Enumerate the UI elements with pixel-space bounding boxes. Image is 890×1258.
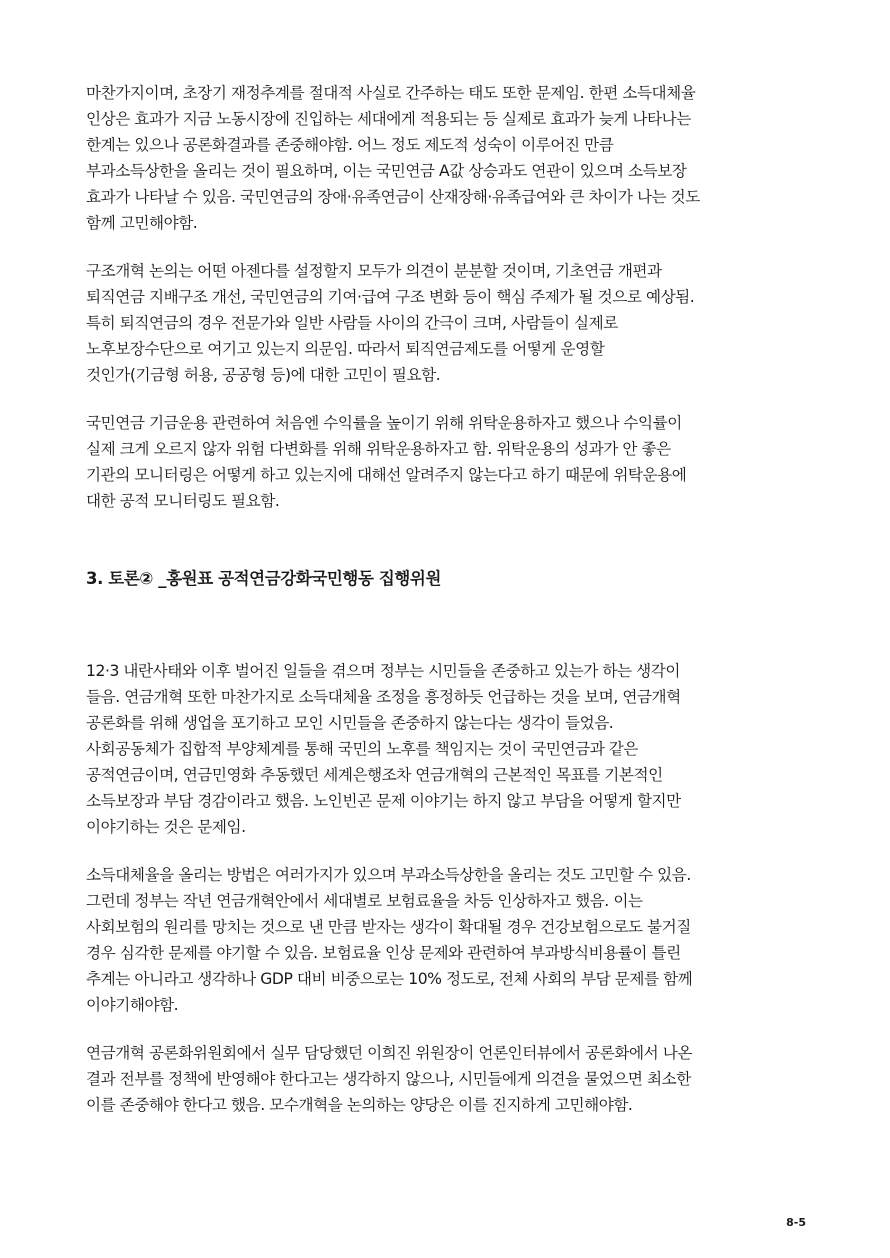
text-line: 경우 심각한 문제를 야기할 수 있음. 보험료율 인상 문제와 관련하여 부과방식비용률이 틀린 bbox=[86, 944, 681, 962]
text-line: 이를 존중해야 한다고 했음. 모수개혁을 논의하는 양당은 이를 진지하게 고민해야함. bbox=[86, 1096, 633, 1114]
text-line: 한계는 있으나 공론화결과를 존중해야함. 어느 정도 제도적 성숙이 이루어진 만큼 bbox=[86, 136, 614, 154]
text-line: 사회보험의 원리를 망치는 것으로 낸 만큼 받자는 생각이 확대될 경우 건강보험으로도 불거질 bbox=[86, 918, 691, 936]
section-heading: 3. 토론② _홍원표 공적연금강화국민행동 집행위원 bbox=[86, 569, 441, 588]
text-line: 노후보장수단으로 여기고 있는지 의문임. 따라서 퇴직연금제도를 어떻게 운영할 bbox=[86, 340, 605, 358]
text-line: 공적연금이며, 연금민영화 추동했던 세계은행조차 연금개혁의 근본적인 목표를 기본적인 bbox=[86, 766, 663, 784]
document-body bbox=[86, 80, 806, 1140]
paragraph bbox=[86, 258, 806, 388]
text-line: 것인가(기금형 허용, 공공형 등)에 대한 고민이 필요함. bbox=[86, 366, 441, 384]
text-line: 결과 전부를 정책에 반영해야 한다고는 생각하지 않으나, 시민들에게 의견을 물었으면 최소한 bbox=[86, 1070, 691, 1088]
text-line: 소득보장과 부담 경감이라고 했음. 노인빈곤 문제 이야기는 하지 않고 부담을 어떻게 할지만 bbox=[86, 792, 681, 810]
text-line: 사회공동체가 집합적 부양체계를 통해 국민의 노후를 책임지는 것이 국민연금과 같은 bbox=[86, 740, 639, 758]
text-line: 대한 공적 모니터링도 필요함. bbox=[86, 492, 280, 510]
text-line: 구조개혁 논의는 어떤 아젠다를 설정할지 모두가 의견이 분분할 것이며, 기초연금 개편과 bbox=[86, 262, 662, 280]
paragraph bbox=[86, 862, 806, 1018]
text-line: 이야기해야함. bbox=[86, 996, 179, 1014]
paragraph bbox=[86, 1040, 806, 1118]
text-line: 함께 고민해야함. bbox=[86, 214, 198, 232]
text-line: 인상은 효과가 지금 노동시장에 진입하는 세대에게 적용되는 등 실제로 효과가 늦게 나타나는 bbox=[86, 110, 691, 128]
text-line: 기관의 모니터링은 어떻게 하고 있는지에 대해선 알려주지 않는다고 하기 때문에 위탁운용에 bbox=[86, 466, 687, 484]
text-line: 12·3 내란사태와 이후 벌어진 일들을 겪으며 정부는 시민들을 존중하고 있는가 하는 생각이 bbox=[86, 662, 680, 680]
paragraph bbox=[86, 658, 806, 840]
text-line: 추계는 아니라고 생각하나 GDP 대비 비중으로는 10% 정도로, 전체 사회의 부담 문제를 함께 bbox=[86, 970, 693, 988]
paragraph bbox=[86, 80, 806, 236]
page-number: 8-5 bbox=[786, 1216, 806, 1229]
text-line: 이야기하는 것은 문제임. bbox=[86, 818, 246, 836]
text-line: 국민연금 기금운용 관련하여 처음엔 수익률을 높이기 위해 위탁운용하자고 했으나 수익률이 bbox=[86, 414, 682, 432]
text-line: 마찬가지이며, 초장기 재정추계를 절대적 사실로 간주하는 태도 또한 문제임. 한편 소득대체율 bbox=[86, 84, 696, 102]
text-line: 특히 퇴직연금의 경우 전문가와 일반 사람들 사이의 간극이 크며, 사람들이 실제로 bbox=[86, 314, 618, 332]
paragraph bbox=[86, 410, 806, 514]
text-line: 부과소득상한을 올리는 것이 필요하며, 이는 국민연금 A값 상승과도 연관이 있으며 소득보장 bbox=[86, 162, 687, 180]
text-line: 들음. 연금개혁 또한 마찬가지로 소득대체율 조정을 흥정하듯 언급하는 것을 보며, 연금개혁 bbox=[86, 688, 681, 706]
text-line: 소득대체율을 올리는 방법은 여러가지가 있으며 부과소득상한을 올리는 것도 고민할 수 있음. bbox=[86, 866, 691, 884]
text-line: 효과가 나타날 수 있음. 국민연금의 장애·유족연금이 산재장해·유족급여와 큰 차이가 나는 것도 bbox=[86, 188, 700, 206]
text-line: 그런데 정부는 작년 연금개혁안에서 세대별로 보험료율을 차등 인상하자고 했음. 이는 bbox=[86, 892, 643, 910]
text-line: 공론화를 위해 생업을 포기하고 모인 시민들을 존중하지 않는다는 생각이 들었음. bbox=[86, 714, 614, 732]
text-line: 퇴직연금 지배구조 개선, 국민연금의 기여·급여 구조 변화 등이 핵심 주제가 될 것으로 예상됨. bbox=[86, 288, 695, 306]
text-line: 실제 크게 오르지 않자 위험 다변화를 위해 위탁운용하자고 함. 위탁운용의 성과가 안 좋은 bbox=[86, 440, 671, 458]
text-line: 연금개혁 공론화위원회에서 실무 담당했던 이희진 위원장이 언론인터뷰에서 공론화에서 나온 bbox=[86, 1044, 692, 1062]
